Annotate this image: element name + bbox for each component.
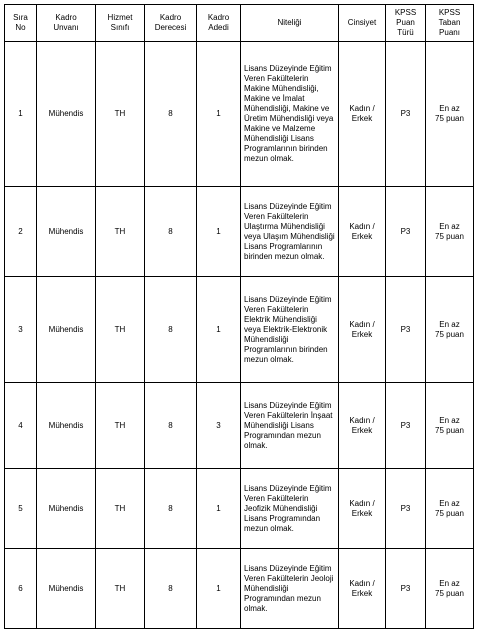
- sira-no-cell: 4: [5, 383, 37, 469]
- hizmet-sinifi-cell: TH: [96, 383, 145, 469]
- kpss-puan-turu-cell: P3: [386, 383, 426, 469]
- header-kadro-unvani: Kadro Unvanı: [37, 5, 96, 42]
- kadro-derecesi-cell: 8: [145, 187, 197, 277]
- table-row: [5, 277, 474, 383]
- kpss-puan-turu-cell: P3: [386, 187, 426, 277]
- table-row: [5, 383, 474, 469]
- kpss-taban-puani-cell: En az 75 puan: [426, 277, 474, 383]
- table-row: [5, 469, 474, 549]
- header-kpss-puan-turu: KPSS Puan Türü: [386, 5, 426, 42]
- kadro-unvani-cell: Mühendis: [37, 277, 96, 383]
- niteligi-cell: Lisans Düzeyinde Eğitim Veren Fakültelerin Jeofizik Mühendisliği Lisans Programından mezun olmak.: [241, 469, 339, 549]
- kpss-taban-puani-cell: En az 75 puan: [426, 42, 474, 187]
- cinsiyet-cell: Kadın / Erkek: [339, 469, 386, 549]
- kadro-unvani-cell: Mühendis: [37, 187, 96, 277]
- kadro-unvani-cell: Mühendis: [37, 383, 96, 469]
- header-cinsiyet: Cinsiyet: [339, 5, 386, 42]
- kpss-taban-puani-cell: En az 75 puan: [426, 469, 474, 549]
- kadro-adedi-cell: 1: [197, 549, 241, 629]
- niteligi-cell: Lisans Düzeyinde Eğitim Veren Fakültelerin Jeoloji Mühendisliği Programından mezun olmak.: [241, 549, 339, 629]
- kpss-puan-turu-cell: P3: [386, 469, 426, 549]
- niteligi-cell: Lisans Düzeyinde Eğitim Veren Fakültelerin Elektrik Mühendisliği veya Elektrik-Elektronik Mühendisliği Programlarının birinden mezun olmak.: [241, 277, 339, 383]
- kadro-adedi-cell: 1: [197, 277, 241, 383]
- hizmet-sinifi-cell: TH: [96, 42, 145, 187]
- niteligi-cell: Lisans Düzeyinde Eğitim Veren Fakültelerin Makine Mühendisliği, Makine ve İmalat Mühendisliği, Makine ve Üretim Mühendisliği veya Makine ve Malzeme Mühendisliği Lisans Programlarının birinden mezun olmak.: [241, 42, 339, 187]
- hizmet-sinifi-cell: TH: [96, 277, 145, 383]
- table-row: [5, 549, 474, 629]
- sira-no-cell: 3: [5, 277, 37, 383]
- header-hizmet-sinifi: Hizmet Sınıfı: [96, 5, 145, 42]
- header-kadro-derecesi: Kadro Derecesi: [145, 5, 197, 42]
- cinsiyet-cell: Kadın / Erkek: [339, 277, 386, 383]
- kpss-taban-puani-cell: En az 75 puan: [426, 383, 474, 469]
- kadro-adedi-cell: 1: [197, 469, 241, 549]
- hizmet-sinifi-cell: TH: [96, 469, 145, 549]
- header-row: [5, 5, 474, 42]
- table-row: [5, 42, 474, 187]
- kadro-derecesi-cell: 8: [145, 549, 197, 629]
- sira-no-cell: 5: [5, 469, 37, 549]
- niteligi-cell: Lisans Düzeyinde Eğitim Veren Fakültelerin İnşaat Mühendisliği Lisans Programından mezun olmak.: [241, 383, 339, 469]
- kadro-adedi-cell: 3: [197, 383, 241, 469]
- kpss-taban-puani-cell: En az 75 puan: [426, 187, 474, 277]
- sira-no-cell: 1: [5, 42, 37, 187]
- kadro-unvani-cell: Mühendis: [37, 549, 96, 629]
- kadro-derecesi-cell: 8: [145, 383, 197, 469]
- kpss-puan-turu-cell: P3: [386, 42, 426, 187]
- table-row: [5, 187, 474, 277]
- table-header: [5, 5, 474, 42]
- hizmet-sinifi-cell: TH: [96, 187, 145, 277]
- header-kpss-taban-puani: KPSS Taban Puanı: [426, 5, 474, 42]
- cinsiyet-cell: Kadın / Erkek: [339, 549, 386, 629]
- sira-no-cell: 6: [5, 549, 37, 629]
- cinsiyet-cell: Kadın / Erkek: [339, 42, 386, 187]
- header-kadro-adedi: Kadro Adedi: [197, 5, 241, 42]
- kadro-derecesi-cell: 8: [145, 42, 197, 187]
- kadro-derecesi-cell: 8: [145, 469, 197, 549]
- header-sira-no: Sıra No: [5, 5, 37, 42]
- kpss-taban-puani-cell: En az 75 puan: [426, 549, 474, 629]
- kadro-derecesi-cell: 8: [145, 277, 197, 383]
- table-body: [5, 42, 474, 629]
- niteligi-cell: Lisans Düzeyinde Eğitim Veren Fakültelerin Ulaştırma Mühendisliği veya Ulaşım Mühendisliği Lisans Programlarının birinden mezun olmak.: [241, 187, 339, 277]
- sira-no-cell: 2: [5, 187, 37, 277]
- kadro-adedi-cell: 1: [197, 187, 241, 277]
- cinsiyet-cell: Kadın / Erkek: [339, 383, 386, 469]
- header-niteligi: Niteliği: [241, 5, 339, 42]
- hizmet-sinifi-cell: TH: [96, 549, 145, 629]
- kadro-unvani-cell: Mühendis: [37, 469, 96, 549]
- kpss-puan-turu-cell: P3: [386, 277, 426, 383]
- kadro-unvani-cell: Mühendis: [37, 42, 96, 187]
- kadro-table: [4, 4, 474, 629]
- kadro-adedi-cell: 1: [197, 42, 241, 187]
- kpss-puan-turu-cell: P3: [386, 549, 426, 629]
- cinsiyet-cell: Kadın / Erkek: [339, 187, 386, 277]
